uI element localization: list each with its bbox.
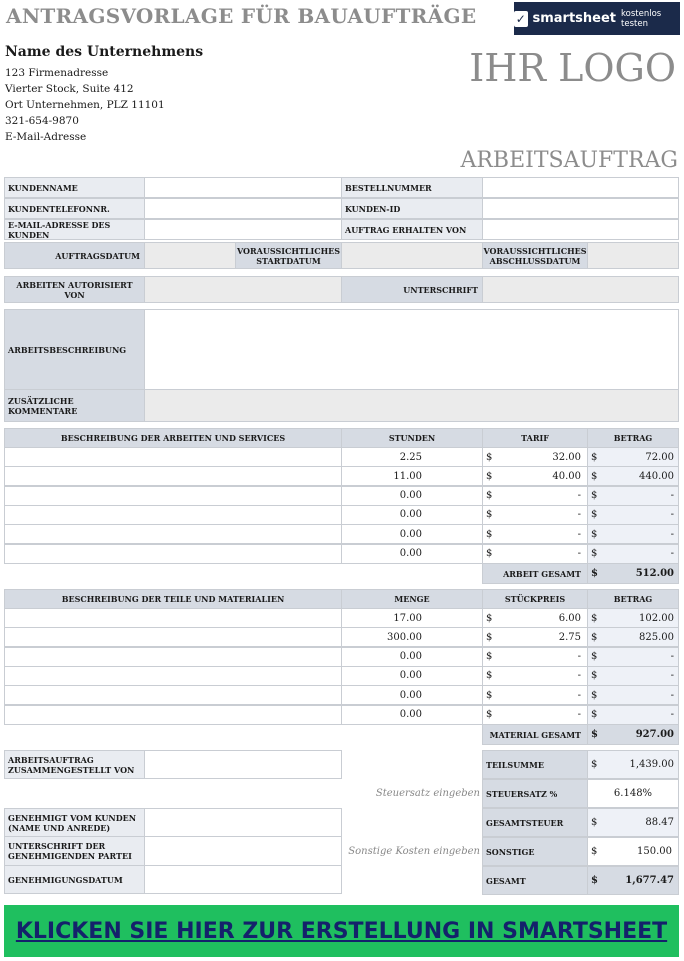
- material-row-rate-value: -: [577, 670, 581, 682]
- materials-total-amount: 927.00: [635, 729, 674, 740]
- material-row-qty[interactable]: 0.00: [341, 705, 483, 725]
- total-tax-amount: 88.47: [645, 817, 674, 828]
- currency-symbol: $: [591, 631, 598, 643]
- labor-row-desc-input[interactable]: [4, 466, 342, 486]
- customer-name-label: KUNDENNAME: [4, 177, 145, 198]
- material-row-rate-value: 6.00: [558, 612, 581, 624]
- create-in-smartsheet-link[interactable]: KLICKEN SIE HIER ZUR ERSTELLUNG IN SMARTSHEET: [4, 905, 679, 957]
- material-row-desc-input[interactable]: [4, 705, 342, 725]
- currency-symbol: $: [591, 875, 598, 886]
- start-date-input[interactable]: [341, 242, 483, 269]
- other-label: SONSTIGE: [482, 837, 588, 866]
- badge-brand: smartsheet: [532, 11, 617, 26]
- currency-symbol: $: [486, 548, 493, 559]
- labor-total-value: [587, 563, 679, 584]
- subtotal-label: TEILSUMME: [482, 750, 588, 779]
- labor-row-desc-input[interactable]: [4, 486, 342, 506]
- company-address2: Vierter Stock, Suite 412: [5, 83, 134, 95]
- labor-row-rate-value: -: [577, 509, 581, 521]
- labor-header-rate: TARIF: [482, 428, 588, 448]
- material-row-amount: [587, 685, 679, 705]
- description-label: ARBEITSBESCHREIBUNG: [4, 309, 145, 390]
- material-row-qty[interactable]: 17.00: [341, 608, 483, 628]
- currency-symbol: $: [591, 528, 598, 540]
- check-icon: ✓: [515, 11, 526, 26]
- labor-row-amount-value: -: [670, 490, 674, 502]
- currency-symbol: $: [486, 631, 493, 643]
- material-row-amount: [587, 705, 679, 725]
- signature-label: UNTERSCHRIFT: [341, 276, 483, 303]
- labor-row-rate-value: -: [577, 528, 581, 540]
- currency-symbol: $: [591, 612, 598, 624]
- materials-header-unit-price: STÜCKPREIS: [482, 589, 588, 609]
- labor-row-amount-value: -: [670, 528, 674, 540]
- approved-by-input[interactable]: [144, 808, 342, 837]
- logo-placeholder: IHR LOGO: [469, 46, 676, 90]
- material-row-amount-value: -: [670, 651, 674, 663]
- currency-symbol: $: [486, 470, 493, 482]
- material-row-amount-value: -: [670, 709, 674, 720]
- customer-phone-input[interactable]: [144, 198, 342, 219]
- materials-header-amount: BETRAG: [587, 589, 679, 609]
- materials-total-label: MATERIAL GESAMT: [482, 724, 588, 745]
- compiled-by-label: ARBEITSAUFTRAG ZUSAMMENGESTELLT VON: [4, 750, 145, 779]
- material-row-amount: [587, 608, 679, 628]
- customer-email-input[interactable]: [144, 219, 342, 240]
- grand-total-value: [587, 866, 679, 895]
- company-address1: 123 Firmenadresse: [5, 67, 109, 79]
- currency-symbol: $: [486, 670, 493, 682]
- description-input[interactable]: [144, 309, 679, 390]
- currency-symbol: $: [591, 709, 598, 720]
- labor-row-qty[interactable]: 0.00: [341, 524, 483, 544]
- order-number-input[interactable]: [482, 177, 679, 198]
- material-row-desc-input[interactable]: [4, 647, 342, 667]
- approval-date-input[interactable]: [144, 865, 342, 894]
- labor-row-qty[interactable]: 0.00: [341, 505, 483, 525]
- currency-symbol: $: [591, 509, 598, 521]
- material-row-rate-value: -: [577, 709, 581, 720]
- tax-rate-input[interactable]: 6.148%: [587, 779, 679, 808]
- labor-row-rate[interactable]: [482, 466, 588, 486]
- order-date-input[interactable]: [144, 242, 236, 269]
- material-row-amount-value: -: [670, 670, 674, 682]
- received-from-label: AUFTRAG ERHALTEN VON: [341, 219, 483, 240]
- other-costs-hint: Sonstige Kosten eingeben: [348, 846, 480, 857]
- labor-row-rate-value: 40.00: [552, 470, 581, 482]
- labor-row-rate-value: -: [577, 548, 581, 559]
- comments-label: ZUSÄTZLICHE KOMMENTARE: [4, 389, 145, 422]
- material-row-rate[interactable]: [482, 647, 588, 667]
- labor-row-amount-value: -: [670, 548, 674, 559]
- end-date-input[interactable]: [587, 242, 679, 269]
- material-row-rate-value: -: [577, 651, 581, 663]
- material-row-rate[interactable]: [482, 685, 588, 705]
- labor-row-rate[interactable]: [482, 447, 588, 467]
- approver-signature-label: UNTERSCHRIFT DER GENEHMIGENDEN PARTEI: [4, 836, 145, 866]
- labor-row-rate[interactable]: [482, 505, 588, 525]
- material-row-desc-input[interactable]: [4, 685, 342, 705]
- subtotal-value: [587, 750, 679, 779]
- labor-row-amount: [587, 466, 679, 486]
- currency-symbol: $: [591, 470, 598, 482]
- labor-row-rate[interactable]: [482, 524, 588, 544]
- material-row-rate[interactable]: [482, 666, 588, 686]
- material-row-desc-input[interactable]: [4, 608, 342, 628]
- labor-row-amount: [587, 486, 679, 506]
- currency-symbol: $: [591, 490, 598, 502]
- currency-symbol: $: [486, 451, 493, 463]
- other-input[interactable]: [587, 837, 679, 866]
- material-row-rate-value: 2.75: [558, 631, 581, 643]
- labor-row-amount: [587, 505, 679, 525]
- subtotal-amount: 1,439.00: [629, 759, 674, 770]
- company-email: E-Mail-Adresse: [5, 131, 87, 143]
- approval-date-label: GENEHMIGUNGSDATUM: [4, 865, 145, 894]
- currency-symbol: $: [486, 709, 493, 720]
- compiled-by-input[interactable]: [144, 750, 342, 779]
- page-title: ANTRAGSVORLAGE FÜR BAUAUFTRÄGE: [6, 4, 477, 28]
- material-row-rate[interactable]: [482, 705, 588, 725]
- labor-row-amount: [587, 447, 679, 467]
- material-row-desc-input[interactable]: [4, 627, 342, 647]
- currency-symbol: $: [486, 689, 493, 701]
- approved-by-label: GENEHMIGT VOM KUNDEN (NAME UND ANREDE): [4, 808, 145, 837]
- currency-symbol: $: [486, 528, 493, 540]
- grand-total-amount: 1,677.47: [625, 875, 674, 886]
- order-date-label: AUFTRAGSDATUM: [4, 242, 145, 269]
- currency-symbol: $: [591, 689, 598, 701]
- material-row-rate[interactable]: [482, 627, 588, 647]
- customer-email-label: E-MAIL-ADRESSE DES KUNDEN: [4, 219, 145, 240]
- currency-symbol: $: [486, 651, 493, 663]
- labor-row-amount: [587, 524, 679, 544]
- labor-row-rate[interactable]: [482, 544, 588, 564]
- currency-symbol: $: [591, 729, 598, 740]
- material-row-amount: [587, 666, 679, 686]
- labor-row-amount-value: -: [670, 509, 674, 521]
- currency-symbol: $: [591, 846, 598, 857]
- materials-header-desc: BESCHREIBUNG DER TEILE UND MATERIALIEN: [4, 589, 342, 609]
- received-from-input[interactable]: [482, 219, 679, 240]
- currency-symbol: $: [591, 651, 598, 663]
- labor-header-hours: STUNDEN: [341, 428, 483, 448]
- labor-row-qty[interactable]: 11.00: [341, 466, 483, 486]
- smartsheet-trial-badge[interactable]: [514, 2, 680, 35]
- labor-row-desc-input[interactable]: [4, 447, 342, 467]
- customer-id-input[interactable]: [482, 198, 679, 219]
- tax-rate-label: STEUERSATZ %: [482, 779, 588, 808]
- approver-signature-input[interactable]: [144, 836, 342, 866]
- labor-row-amount-value: 440.00: [639, 470, 674, 482]
- work-order-title: ARBEITSAUFTRAG: [460, 148, 678, 173]
- labor-row-qty[interactable]: 0.00: [341, 486, 483, 506]
- material-row-rate-value: -: [577, 689, 581, 701]
- authorized-by-input[interactable]: [144, 276, 342, 303]
- currency-symbol: $: [486, 612, 493, 624]
- badge-sub: kostenlos testen: [621, 8, 662, 29]
- company-address3: Ort Unternehmen, PLZ 11101: [5, 99, 165, 111]
- customer-name-input[interactable]: [144, 177, 342, 198]
- material-row-amount: [587, 647, 679, 667]
- labor-row-amount-value: 72.00: [645, 451, 674, 463]
- material-row-rate[interactable]: [482, 608, 588, 628]
- tax-rate-hint: Steuersatz eingeben: [375, 788, 480, 799]
- grand-total-label: GESAMT: [482, 866, 588, 895]
- material-row-amount-value: 825.00: [639, 631, 674, 643]
- labor-row-qty[interactable]: 0.00: [341, 544, 483, 564]
- authorized-by-label: ARBEITEN AUTORISIERT VON: [4, 276, 145, 303]
- labor-total-label: ARBEIT GESAMT: [482, 563, 588, 584]
- other-amount: 150.00: [637, 846, 672, 857]
- labor-row-rate-value: 32.00: [552, 451, 581, 463]
- labor-row-desc-input[interactable]: [4, 544, 342, 564]
- currency-symbol: $: [591, 817, 598, 828]
- material-row-qty[interactable]: 0.00: [341, 685, 483, 705]
- labor-header-desc: BESCHREIBUNG DER ARBEITEN UND SERVICES: [4, 428, 342, 448]
- materials-header-qty: MENGE: [341, 589, 483, 609]
- currency-symbol: $: [591, 568, 598, 579]
- material-row-qty[interactable]: 0.00: [341, 647, 483, 667]
- labor-row-amount: [587, 544, 679, 564]
- currency-symbol: $: [591, 548, 598, 559]
- labor-header-amount: BETRAG: [587, 428, 679, 448]
- material-row-amount-value: -: [670, 689, 674, 701]
- comments-input[interactable]: [144, 389, 679, 422]
- labor-row-desc-input[interactable]: [4, 524, 342, 544]
- currency-symbol: $: [486, 509, 493, 521]
- currency-symbol: $: [591, 670, 598, 682]
- labor-row-desc-input[interactable]: [4, 505, 342, 525]
- start-date-label: VORAUSSICHTLICHES STARTDATUM: [235, 242, 342, 269]
- order-number-label: BESTELLNUMMER: [341, 177, 483, 198]
- labor-row-rate[interactable]: [482, 486, 588, 506]
- material-row-amount: [587, 627, 679, 647]
- material-row-qty[interactable]: 0.00: [341, 666, 483, 686]
- currency-symbol: $: [486, 490, 493, 502]
- total-tax-label: GESAMTSTEUER: [482, 808, 588, 837]
- material-row-qty[interactable]: 300.00: [341, 627, 483, 647]
- labor-row-qty[interactable]: 2.25: [341, 447, 483, 467]
- currency-symbol: $: [591, 451, 598, 463]
- customer-phone-label: KUNDENTELEFONNR.: [4, 198, 145, 219]
- signature-input[interactable]: [482, 276, 679, 303]
- company-name: Name des Unternehmens: [5, 44, 204, 60]
- material-row-desc-input[interactable]: [4, 666, 342, 686]
- labor-total-amount: 512.00: [635, 568, 674, 579]
- currency-symbol: $: [591, 759, 598, 770]
- total-tax-value: [587, 808, 679, 837]
- labor-row-rate-value: -: [577, 490, 581, 502]
- company-phone: 321-654-9870: [5, 115, 79, 127]
- end-date-label: VORAUSSICHTLICHES ABSCHLUSSDATUM: [482, 242, 588, 269]
- materials-total-value: [587, 724, 679, 745]
- customer-id-label: KUNDEN-ID: [341, 198, 483, 219]
- material-row-amount-value: 102.00: [639, 612, 674, 624]
